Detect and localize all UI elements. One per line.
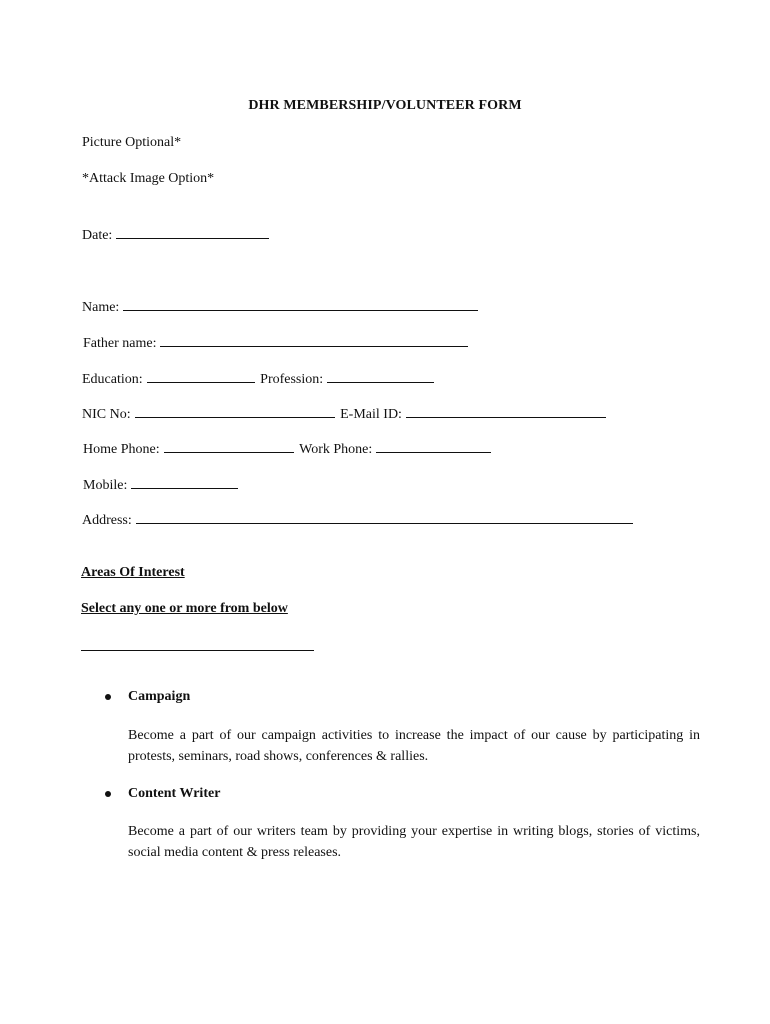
- home-phone-label: Home Phone:: [83, 442, 160, 457]
- work-phone-field[interactable]: [376, 439, 491, 453]
- father-name-label: Father name:: [83, 336, 157, 351]
- address-field[interactable]: [136, 510, 633, 524]
- address-row: [82, 510, 633, 530]
- nic-field[interactable]: [135, 404, 335, 418]
- interest-description-content-writer: Become a part of our writers team by providing your expertise in writing blogs, stories of victims, social media content & press releases.: [128, 824, 700, 860]
- name-row: [82, 297, 478, 317]
- profession-field[interactable]: [327, 369, 434, 383]
- education-label: Education:: [82, 372, 143, 387]
- interest-title-campaign: Campaign: [128, 689, 191, 704]
- nic-email-row: [82, 404, 606, 424]
- date-label: Date:: [82, 228, 113, 243]
- mobile-label: Mobile:: [83, 478, 128, 493]
- work-phone-label: Work Phone:: [299, 442, 373, 457]
- select-instruction: Select any one or more from below: [81, 601, 288, 616]
- father-name-field[interactable]: [160, 333, 468, 347]
- nic-label: NIC No:: [82, 407, 131, 422]
- bullet-icon: [105, 694, 111, 700]
- form-title: DHR MEMBERSHIP/VOLUNTEER FORM: [248, 98, 522, 113]
- name-label: Name:: [82, 300, 120, 315]
- date-field[interactable]: [116, 225, 269, 239]
- profession-label: Profession:: [260, 372, 324, 387]
- date-row: [82, 225, 269, 245]
- picture-note: Picture Optional*: [82, 135, 182, 150]
- father-name-row: [83, 333, 468, 353]
- mobile-field[interactable]: [131, 475, 238, 489]
- attach-image-note: *Attack Image Option*: [82, 171, 215, 186]
- education-field[interactable]: [147, 369, 255, 383]
- section-divider: [81, 650, 314, 651]
- interest-title-content-writer: Content Writer: [128, 786, 221, 801]
- bullet-icon: [105, 791, 111, 797]
- name-field[interactable]: [123, 297, 478, 311]
- email-label: E-Mail ID:: [340, 407, 402, 422]
- email-field[interactable]: [406, 404, 606, 418]
- mobile-row: [83, 475, 238, 495]
- areas-of-interest-heading: Areas Of Interest: [81, 565, 185, 580]
- interest-description-campaign: Become a part of our campaign activities to increase the impact of our cause by participating in protests, seminars, road shows, conferences & rallies.: [128, 728, 700, 764]
- phone-row: [83, 439, 491, 459]
- address-label: Address:: [82, 513, 132, 528]
- home-phone-field[interactable]: [164, 439, 294, 453]
- education-profession-row: [82, 369, 434, 389]
